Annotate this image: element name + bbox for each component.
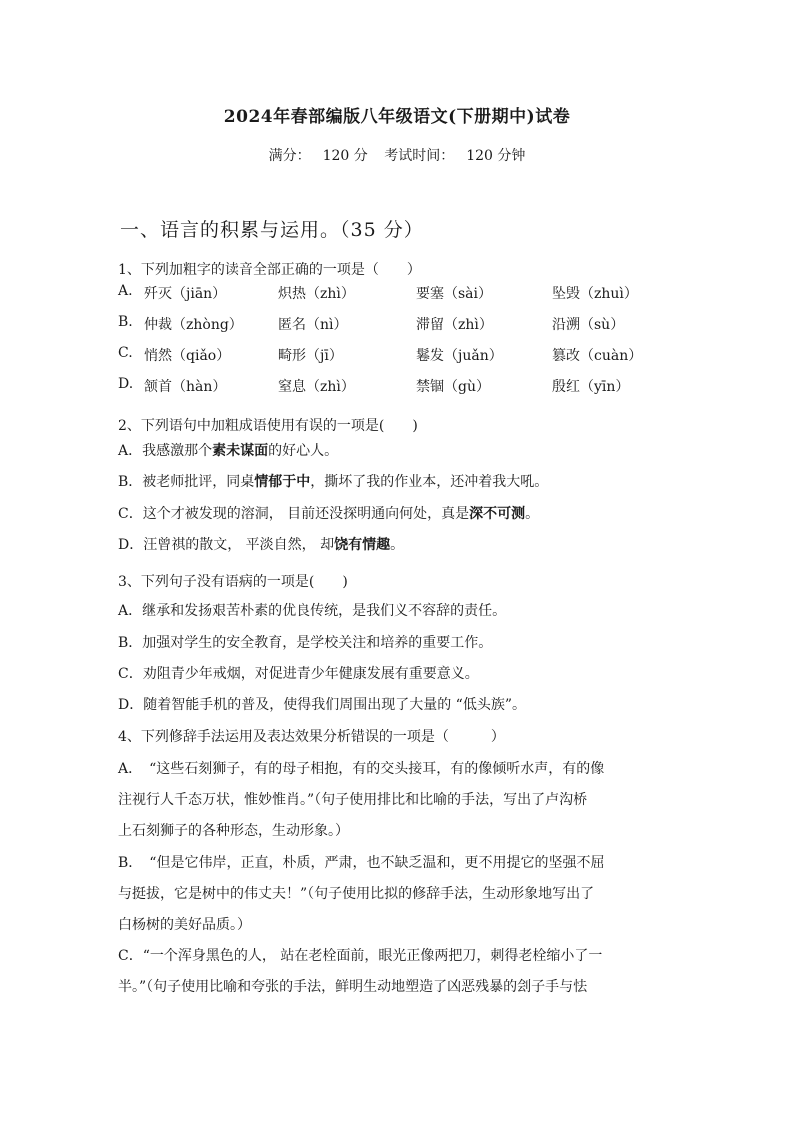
question-2-option-c bbox=[118, 503, 539, 523]
question-3-option-a: A．继承和发扬艰苦朴素的优良传统，是我们义不容辞的责任。 bbox=[118, 603, 507, 619]
time-label: 考试时间： bbox=[384, 148, 455, 164]
question-1-option-b bbox=[118, 314, 678, 336]
option-text: 的好心人。 bbox=[268, 443, 339, 459]
question-1-option-d bbox=[118, 376, 678, 398]
option-text: ，撕坏了我的作业本，还冲着我大吼。 bbox=[310, 474, 549, 490]
option-line: C．“一个浑身黑色的人， 站在老栓面前，眼光正像两把刀，刺得老栓缩小了一 bbox=[118, 948, 603, 964]
option-item: 颔首（hàn） bbox=[144, 379, 227, 395]
option-item: 沿溯（sù） bbox=[552, 317, 625, 333]
option-line: 白杨树的美好品质。） bbox=[118, 917, 251, 933]
option-text: C．这个才被发现的溶洞， 目前还没探明通向何处，真是 bbox=[118, 506, 470, 522]
exam-info bbox=[0, 145, 794, 165]
score-label: 满分： bbox=[268, 148, 311, 164]
bold-idiom: 深不可测 bbox=[469, 506, 526, 522]
option-item: 禁锢（gù） bbox=[416, 379, 490, 395]
option-line: A． “这些石刻狮子，有的母子相抱，有的交头接耳，有的像倾听水声，有的像 bbox=[118, 761, 605, 777]
option-label: B. bbox=[118, 314, 133, 330]
bold-idiom: 饶有情趣 bbox=[334, 537, 391, 553]
option-item: 窒息（zhì） bbox=[278, 379, 355, 395]
question-1-option-a bbox=[118, 283, 678, 305]
option-item: 悄然（qiǎo） bbox=[144, 348, 231, 364]
option-item: 殷红（yīn） bbox=[552, 379, 630, 395]
question-4-option-c bbox=[118, 941, 678, 1003]
question-3-option-d: D．随着智能手机的普及，使得我们周围出现了大量的 “低头族”。 bbox=[118, 697, 526, 713]
option-item: 坠毁（zhuì） bbox=[552, 286, 638, 302]
bold-idiom: 素未谋面 bbox=[212, 443, 269, 459]
option-item: 要塞（sài） bbox=[416, 286, 493, 302]
question-2-stem: 2、下列语句中加粗成语使用有误的一项是( ) bbox=[118, 418, 418, 434]
option-item: 畸形（jī） bbox=[278, 348, 343, 364]
bold-idiom: 情郁于中 bbox=[254, 474, 311, 490]
option-line: 与挺拔，它是树中的伟丈夫！”（句子使用比拟的修辞手法，生动形象地写出了 bbox=[118, 886, 595, 902]
option-item: 篡改（cuàn） bbox=[552, 348, 643, 364]
question-4-option-a bbox=[118, 754, 678, 847]
option-label: A. bbox=[118, 283, 133, 299]
option-text: A．我感激那个 bbox=[118, 443, 213, 459]
question-3-option-c: C．劝阻青少年戒烟，对促进青少年健康发展有重要意义。 bbox=[118, 666, 479, 682]
question-2-option-d bbox=[118, 534, 404, 554]
option-line: 半。”（句子使用比喻和夸张的手法，鲜明生动地塑造了凶恶残暴的刽子手与怯 bbox=[118, 979, 588, 995]
section-heading: 一、语言的积累与运用。（35 分） bbox=[120, 219, 424, 241]
question-2-option-a bbox=[118, 440, 338, 460]
score-value: 120 分 bbox=[322, 148, 368, 164]
option-text: 。 bbox=[525, 506, 540, 522]
option-item: 仲裁（zhòng） bbox=[144, 317, 243, 333]
option-item: 鬈发（juǎn） bbox=[416, 348, 503, 364]
question-3-stem: 3、下列句子没有语病的一项是( ) bbox=[118, 574, 348, 590]
question-4-option-b bbox=[118, 848, 678, 941]
time-value: 120 分钟 bbox=[466, 148, 526, 164]
option-line: 注视行人千态万状，惟妙惟肖。”（句子使用排比和比喻的手法，写出了卢沟桥 bbox=[118, 792, 588, 808]
option-item: 炽热（zhì） bbox=[278, 286, 355, 302]
question-3-option-b: B．加强对学生的安全教育，是学校关注和培养的重要工作。 bbox=[118, 635, 493, 651]
option-label: C. bbox=[118, 345, 133, 361]
question-4-stem: 4、下列修辞手法运用及表达效果分析错误的一项是（ ） bbox=[118, 729, 505, 745]
question-1-stem: 1、下列加粗字的读音全部正确的一项是（ ） bbox=[118, 262, 421, 278]
option-text: B．被老师批评，同桌 bbox=[118, 474, 255, 490]
option-item: 歼灭（jiān） bbox=[144, 286, 227, 302]
option-item: 滞留（zhì） bbox=[416, 317, 493, 333]
question-1-option-c bbox=[118, 345, 678, 367]
option-text: D．汪曾祺的散文， 平淡自然， 却 bbox=[118, 537, 335, 553]
exam-title: 2024年春部编版八年级语文(下册期中)试卷 bbox=[223, 107, 571, 127]
option-line: 上石刻狮子的各种形态，生动形象。） bbox=[118, 823, 349, 839]
question-2-option-b bbox=[118, 471, 548, 491]
option-item: 匿名（nì） bbox=[278, 317, 348, 333]
option-label: D. bbox=[118, 376, 134, 392]
option-text: 。 bbox=[390, 537, 405, 553]
option-line: B． “但是它伟岸，正直，朴质，严肃，也不缺乏温和，更不用提它的坚强不屈 bbox=[118, 855, 605, 871]
